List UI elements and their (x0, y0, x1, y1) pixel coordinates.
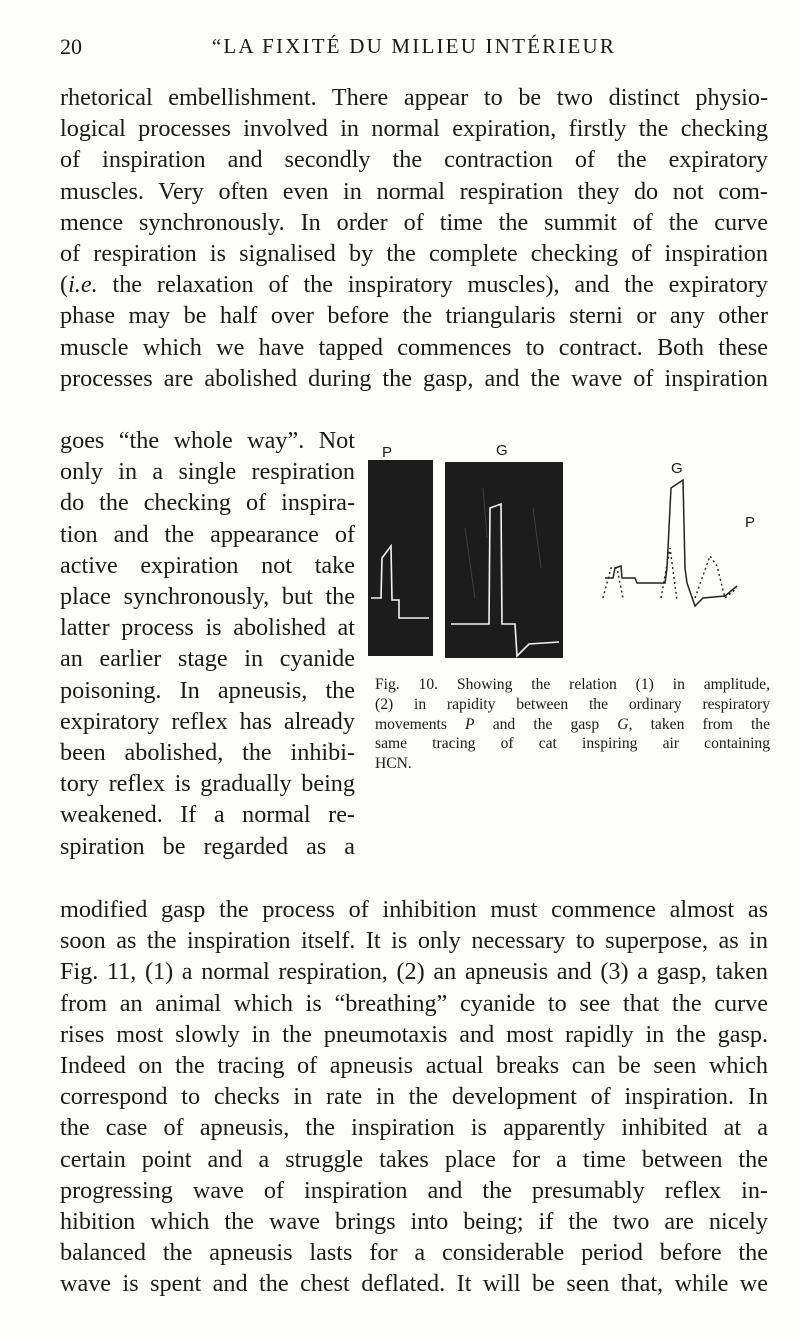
caption-line: (2) in rapidity between the ordinary respiratory (375, 695, 770, 713)
text-line: Indeed on the tracing of apneusis actual breaks can be seen which (60, 1052, 768, 1080)
text-line: from an animal which is “breathing” cyanide to see that the curve (60, 989, 768, 1017)
caption-line: HCN. (375, 755, 412, 773)
text-line: certain point and a struggle takes place for a time between the (60, 1145, 768, 1173)
text-fragment: and the gasp (474, 715, 618, 733)
text-line: of respiration is signalised by the complete checking of inspiration (60, 240, 768, 268)
paragraph-top (60, 82, 768, 394)
text-fragment: ( (60, 271, 69, 299)
text-line: muscle which we have tapped commences to contract. Both these (60, 333, 768, 361)
text-line: do the checking of inspira- (60, 489, 355, 517)
text-line: progressing wave of inspiration and the presumably reflex in- (60, 1176, 768, 1204)
paragraph-wrap (60, 425, 355, 862)
text-line: goes “the whole way”. Not (60, 427, 355, 454)
text-line: correspond to checks in rate in the development of inspiration. In (60, 1083, 768, 1111)
text-line: only in a single respiration (60, 458, 355, 486)
text-line: tion and the appearance of (60, 520, 355, 548)
tracing-strip-g (445, 462, 563, 658)
text-line: modified gasp the process of inhibition must commence almost as (60, 896, 768, 923)
running-head (60, 28, 768, 62)
figure-caption (375, 675, 770, 774)
italic-ie: i.e. (68, 271, 98, 299)
text-line: place synchronously, but the (60, 583, 355, 611)
paragraph-bottom (60, 894, 768, 1300)
text-fragment: , taken from the (628, 715, 771, 733)
respiration-tracing (365, 448, 768, 663)
text-line: balanced the apneusis lasts for a considerable period before the (60, 1239, 768, 1267)
caption-line: same tracing of cat inspiring air containing (375, 735, 770, 753)
page-number: 20 (60, 34, 82, 59)
text-line: rises most slowly in the pneumotaxis and most rapidly in the gasp. (60, 1020, 768, 1048)
text-line: Fig. 11, (1) a normal respiration, (2) an apneusis and (3) a gasp, taken (60, 958, 768, 986)
text-line: been abolished, the inhibi- (60, 739, 355, 767)
italic-p: P (465, 715, 475, 733)
running-title: “LA FIXITÉ DU MILIEU INTÉRIEUR (211, 34, 617, 58)
text-line: wave is spent and the chest deflated. It will be seen that, while we (60, 1270, 768, 1298)
caption-line: Fig. 10. Showing the relation (1) in amplitude, (375, 676, 770, 693)
text-line: soon as the inspiration itself. It is only necessary to superpose, as in (60, 927, 768, 955)
text-line: phase may be half over before the triangularis sterni or any other (60, 302, 768, 330)
figure-10 (365, 442, 771, 868)
label-p-right: P (745, 514, 756, 531)
text-line: an earlier stage in cyanide (60, 645, 355, 673)
text-line: mence synchronously. In order of time the summit of the curve (60, 208, 768, 236)
text-line: active expiration not take (60, 551, 355, 579)
italic-g: G (617, 715, 629, 733)
text-line: tory reflex is gradually being (60, 770, 355, 798)
dotted-tracing (603, 548, 737, 600)
text-line: hibition which the wave brings into being; if the two are nicely (60, 1208, 768, 1236)
text-fragment: movements (375, 715, 466, 733)
outline-tracing (605, 480, 737, 606)
text-line: expiratory reflex has already (60, 707, 355, 735)
text-line: poisoning. In apneusis, the (60, 676, 355, 704)
text-line: muscles. Very often even in normal respiration they do not com- (60, 177, 768, 205)
text-line: weakened. If a normal re- (60, 801, 355, 829)
text-line: the case of apneusis, the inspiration is apparently inhibited at a (60, 1114, 768, 1142)
text-line (60, 269, 768, 300)
label-g-left: G (496, 442, 508, 459)
text-line: processes are abolished during the gasp, and the wave of inspiration (60, 364, 768, 392)
text-line: latter process is abolished at (60, 614, 355, 642)
text-fragment: the relaxation of the inspiratory muscles), and the expiratory (97, 271, 768, 299)
label-p-left: P (382, 444, 393, 461)
text-line: rhetorical embellishment. There appear to be two distinct physio- (60, 84, 768, 111)
label-g-right: G (671, 460, 683, 477)
caption-line (375, 715, 770, 735)
text-line: of inspiration and secondly the contraction of the expiratory (60, 146, 768, 174)
page (60, 0, 771, 1338)
tracing-strip-p (368, 460, 433, 656)
text-line: spiration be regarded as a (60, 832, 355, 860)
text-line: logical processes involved in normal expiration, firstly the checking (60, 115, 768, 143)
